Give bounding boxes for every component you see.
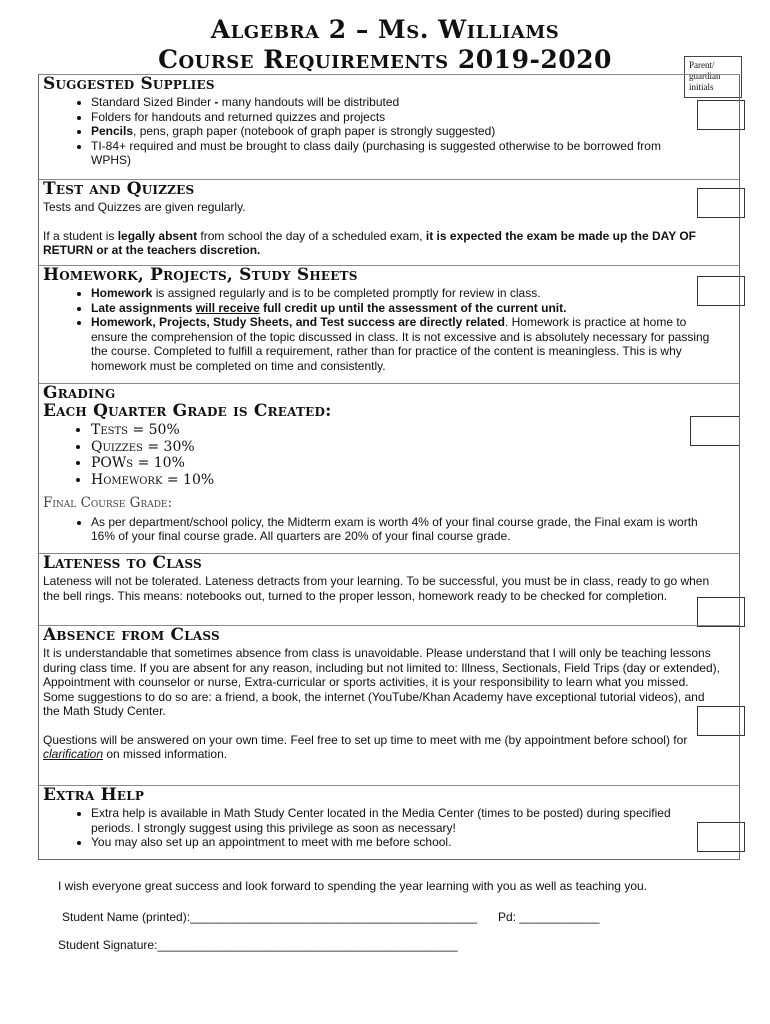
grade-weights-list: [43, 422, 739, 488]
section-heading: Grading: [43, 383, 116, 403]
list-item: • Homework is assigned regularly and is to be completed promptly for review in class.: [91, 286, 721, 301]
list-item: • You may also set up an appointment to meet with me before school.: [91, 835, 706, 850]
section-absence: [38, 625, 740, 785]
section-heading: Test and Quizzes: [43, 179, 195, 199]
student-name-field[interactable]: Student Name (printed):___________________________________________: [62, 910, 478, 924]
absence-text: It is understandable that sometimes absence from class is unavoidable. Please understand that I will only be teaching lessons during class time. If you are absent for any reason, including but not limited to: Illness, Sectionals, Field Trips (day or extended), Appointment with counselor or nurse, Extra-curricular or sports activities, it is your responsibility to learn what you missed. Some suggestions to do so are: a friend, a book, the internet (YouTube/Khan Academy have exceptional tutorial videos), and the Math Study Center.: [43, 646, 721, 718]
list-item: • As per department/school policy, the Midterm exam is worth 4% of your final course grade, the Final exam is worth 16% of your final course grade. All quarters are 20% of your final course grade.: [91, 515, 701, 544]
list-item: • Late assignments will receive full credit up until the assessment of the current unit.: [91, 301, 721, 316]
closing-message: I wish everyone great success and look forward to spending the year learning with you as well as teaching you.: [58, 879, 647, 893]
list-item: • Pencils, pens, graph paper (notebook of graph paper is strongly suggested): [91, 124, 691, 139]
list-item: • Quizzes = 30%: [91, 439, 739, 456]
period-field[interactable]: Pd: ____________: [498, 910, 600, 924]
list-item: • TI-84+ required and must be brought to class daily (purchasing is suggested otherwise to be borrowed from WPHS): [91, 139, 691, 168]
section-heading: Absence from Class: [43, 625, 220, 645]
supplies-list: [43, 95, 691, 168]
list-item: • Folders for handouts and returned quizzes and projects: [91, 110, 691, 125]
section-heading: Suggested Supplies: [43, 74, 215, 94]
homework-list: [43, 286, 721, 373]
section-homework: [38, 265, 740, 383]
extra-help-list: [43, 806, 706, 850]
section-heading: Lateness to Class: [43, 553, 202, 573]
section-lateness: [38, 553, 740, 625]
lateness-text: Lateness will not be tolerated. Lateness detracts from your learning. To be successful, you must be in class, ready to go when the bell rings. This means: notebooks out, turned to the proper lesson, homework ready to be checked for completion.: [43, 574, 710, 603]
list-item: • Standard Sized Binder - many handouts will be distributed: [91, 95, 691, 110]
final-grade-label: Final Course Grade:: [43, 495, 173, 511]
section-tests: [38, 179, 740, 265]
tests-line: Tests and Quizzes are given regularly.: [43, 200, 246, 214]
student-signature-field[interactable]: Student Signature:_____________________________________________: [58, 938, 458, 952]
list-item: • Tests = 50%: [91, 422, 739, 439]
page-title: Algebra 2 – Ms. Williams: [210, 15, 560, 44]
final-grade-list: [43, 515, 701, 544]
list-item: • Extra help is available in Math Study Center located in the Media Center (times to be posted) during specified periods. I strongly suggest using this privilege as soon as necessary!: [91, 806, 706, 835]
initials-header: Parent/ guardian initials: [684, 56, 742, 98]
section-subheading: Each Quarter Grade is Created:: [43, 401, 332, 421]
page-subtitle: Course Requirements 2019-2020: [158, 45, 612, 74]
list-item: • Homework, Projects, Study Sheets, and Test success are directly related. Homework is practice at home to ensure the comprehension of the topic discussed in class. It is not excessive and is absolutely necessary for passing the course. Completed to fulfill a requirement, rather than for practice of the content is meaningless. This is why homework must be completed on time and consistently.: [91, 315, 721, 373]
section-heading: Extra Help: [43, 785, 145, 805]
tests-policy: If a student is legally absent from school the day of a scheduled exam, it is expected the exam be made up the DAY OF RETURN or at the teachers discretion.: [43, 228, 696, 257]
list-item: • POWs = 10%: [91, 455, 739, 472]
list-item: • Homework = 10%: [91, 472, 739, 489]
section-heading: Homework, Projects, Study Sheets: [43, 265, 358, 285]
section-grading: [38, 383, 740, 553]
section-supplies: [38, 74, 740, 179]
section-extra-help: [38, 785, 740, 860]
absence-questions: Questions will be answered on your own time. Feel free to set up time to meet with me (by appointment before school) for clarification on missed information.: [43, 732, 688, 761]
